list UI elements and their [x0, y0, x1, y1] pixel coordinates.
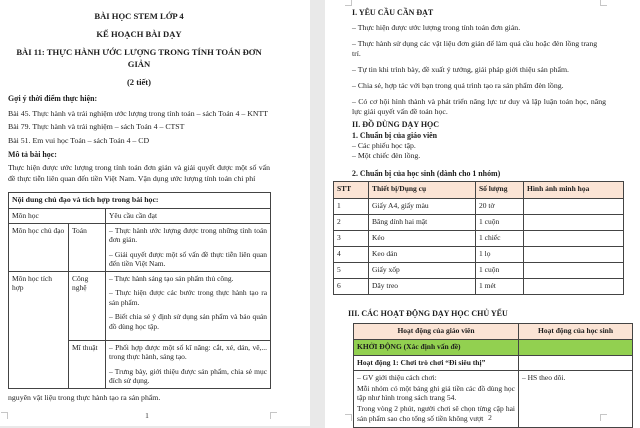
activity-table — [353, 323, 633, 428]
cell-image — [524, 231, 624, 247]
col-header-image: Hình ảnh minh họa — [524, 182, 624, 199]
cell-image — [524, 263, 624, 279]
cell-item: Keo dán — [369, 247, 476, 263]
col-header-teacher: Hoạt động của giáo viên — [354, 324, 519, 340]
activity-label: Hoạt động 1: Chơi trò chơi “Đi siêu thị” — [354, 356, 519, 371]
section-1-heading: I. YÊU CẦU CẦN ĐẠT — [352, 8, 434, 17]
page-1[interactable] — [0, 0, 310, 426]
table-row — [334, 247, 624, 263]
doc-title-line2: KẾ HOẠCH BÀI DẠY — [96, 29, 182, 39]
requirement-item: – Có cơ hội hình thành và phát triển năng lực tư duy và lập luận toán học, năng lực giải quyết vấn đề toán học. — [352, 97, 606, 116]
teacher-line: Mỗi nhóm có một bảng ghi giá tiền các đồ dùng học tập như hình trong sách trang 54. — [357, 383, 515, 403]
teacher-activity-cell — [354, 371, 519, 428]
time-item: Bài 45. Thực hành và trải nghiệm ước lượng trong tính toán – sách Toán 4 – KNTT — [8, 109, 269, 118]
cell-art-points — [106, 340, 271, 388]
prep-item: – Các phiếu học tập. — [352, 141, 416, 150]
crop-mark — [1, 412, 8, 419]
table-header-row — [9, 209, 271, 224]
doc-title-line1: BÀI HỌC STEM LỚP 4 — [94, 11, 184, 21]
teacher-prep-heading: 1. Chuẩn bị của giáo viên — [352, 131, 438, 140]
phase-label: KHỞI ĐỘNG (Xác định vấn đề) — [354, 340, 519, 356]
cell-item: Dây treo — [369, 279, 476, 295]
cell-item: Giấy xốp — [369, 263, 476, 279]
cell-qty: 1 cuộn — [476, 263, 524, 279]
cell-main-label: Môn học chủ đạo — [9, 223, 69, 271]
cell-stt: 6 — [334, 279, 369, 295]
cell-tech-subject: Công nghệ — [69, 271, 106, 340]
activity-header-row — [354, 324, 633, 340]
desc-text: Thực hiện được ước lượng trong tính toán đơn giản và giải quyết được một số vấn đề thực tiễn liên quan đến tiền Việt Nam. Vận dụng ước lượng tính toán chi phí — [8, 163, 270, 183]
crop-mark — [270, 412, 277, 419]
table-row — [334, 263, 624, 279]
phase-empty-cell — [519, 340, 633, 356]
crop-mark — [600, 414, 607, 421]
cell-image — [524, 247, 624, 263]
cell-qty: 1 mét — [476, 279, 524, 295]
table-row — [334, 199, 624, 215]
table-caption: Nội dung chủ đạo và tích hợp trong bài học: — [9, 193, 271, 209]
activity-content-row — [354, 371, 633, 428]
activity-title-row — [354, 356, 633, 371]
cell-stt: 3 — [334, 231, 369, 247]
table-row — [334, 279, 624, 295]
table-row — [334, 215, 624, 231]
cell-stt: 2 — [334, 215, 369, 231]
cell-integrated-label: Môn học tích hợp — [9, 271, 69, 388]
cell-item: Giấy A4, giấy màu — [369, 199, 476, 215]
point: – Thực hiện được các bước trong thực hành tạo ra sản phẩm. — [109, 288, 268, 307]
student-activity-cell — [519, 371, 633, 428]
integration-table — [8, 192, 271, 389]
cell-tech-points — [106, 271, 271, 340]
phase-row — [354, 340, 633, 356]
page-2[interactable] — [325, 0, 640, 428]
point: – Thực hành sáng tạo sản phẩm thủ công. — [109, 273, 234, 283]
equipment-table — [333, 181, 624, 295]
doc-title-line3: BÀI 11: THỰC HÀNH ƯỚC LƯỢNG TRONG TÍNH TOÁN ĐƠN GIẢN — [16, 47, 262, 69]
point: – Trưng bày, giới thiệu được sản phẩm, chia sẻ mục đích sử dụng. — [109, 366, 268, 385]
cell-stt: 5 — [334, 263, 369, 279]
cell-image — [524, 279, 624, 295]
time-item: Bài 79. Thực hành và trải nghiệm – sách Toán 4 – CTST — [8, 122, 185, 131]
table-caption-row — [9, 193, 271, 209]
activity-empty-cell — [519, 356, 633, 371]
col-header-qty: Số lượng — [476, 182, 524, 199]
requirement-item: – Chia sẻ, hợp tác với bạn trong quá trình tạo ra sản phẩm đèn lồng. — [352, 81, 564, 90]
col-header-stt: STT — [334, 182, 369, 199]
table-row — [9, 223, 271, 271]
student-line: – HS theo dõi. — [522, 373, 566, 382]
page-number: 2 — [488, 413, 492, 422]
cell-stt: 4 — [334, 247, 369, 263]
prep-item: – Một chiếc đèn lồng. — [352, 151, 421, 160]
cell-qty: 1 chiếc — [476, 231, 524, 247]
equipment-header-row — [334, 182, 624, 199]
student-prep-heading: 2. Chuẩn bị của học sinh (dành cho 1 nhóm) — [352, 169, 501, 178]
page-number: 1 — [145, 411, 149, 420]
col-header-item: Thiết bị/Dụng cụ — [369, 182, 476, 199]
requirement-item: – Thực hiện được ước lượng trong tính toán đơn giản. — [352, 23, 521, 32]
cell-stt: 1 — [334, 199, 369, 215]
cell-main-points — [106, 223, 271, 271]
section-2-heading: II. ĐỒ DÙNG DẠY HỌC — [352, 120, 440, 129]
teacher-line: – GV giới thiệu cách chơi: — [357, 373, 437, 382]
col-header-student: Hoạt động của học sinh — [519, 324, 633, 340]
cell-item: Băng dính hai mặt — [369, 215, 476, 231]
section-3-heading: III. CÁC HOẠT ĐỘNG DẠY HỌC CHỦ YẾU — [348, 309, 508, 318]
col-header-subject: Môn học — [9, 209, 106, 224]
crop-mark — [345, 0, 352, 6]
crop-mark — [600, 0, 607, 6]
cell-art-subject: Mĩ thuật — [69, 340, 106, 388]
requirement-item: – Tự tin khi trình bày, đề xuất ý tưởng, giải pháp giới thiệu sản phẩm. — [352, 65, 570, 74]
doc-title-line4: (2 tiết) — [126, 77, 152, 87]
cell-item: Kéo — [369, 231, 476, 247]
requirement-item: – Thực hành sử dụng các vật liệu đơn giản để làm quả cầu hoặc đèn lồng trang trí. — [352, 39, 598, 58]
cell-main-subject: Toán — [69, 223, 106, 271]
teacher-line: Trong vòng 2 phút, người chơi sẽ chọn từng cặp hai sản phẩm sao cho tổng số tiền không vượt — [357, 404, 515, 423]
point: – Thực hành ước lượng được trong những tính toán đơn giản. — [109, 225, 268, 244]
cell-image — [524, 215, 624, 231]
page-gap — [310, 0, 325, 428]
table-row — [334, 231, 624, 247]
crop-mark — [345, 414, 352, 421]
point: – Phối hợp được một số kĩ năng: cắt, xé, dán, vẽ,... trong thực hành, sáng tạo. — [109, 342, 268, 361]
continuation-text: nguyên vật liệu trong thực hành tạo ra sản phẩm. — [8, 392, 161, 402]
cell-image — [524, 199, 624, 215]
cell-qty: 1 lọ — [476, 247, 524, 263]
cell-qty: 20 tờ — [476, 199, 524, 215]
time-heading: Gợi ý thời điểm thực hiện: — [8, 94, 98, 103]
time-item: Bài 51. Em vui học Toán – sách Toán 4 – CD — [8, 136, 150, 145]
desc-heading: Mô tả bài học: — [8, 150, 57, 159]
point: – Biết chia sẻ ý định sử dụng sản phẩm và bảo quản đồ dùng học tập. — [109, 312, 268, 331]
cell-qty: 1 cuộn — [476, 215, 524, 231]
point: – Giải quyết được một số vấn đề thực tiễn liên quan đến tiền Việt Nam. — [109, 249, 268, 268]
table-row — [9, 271, 271, 340]
col-header-requirement: Yêu cầu cần đạt — [106, 209, 271, 224]
